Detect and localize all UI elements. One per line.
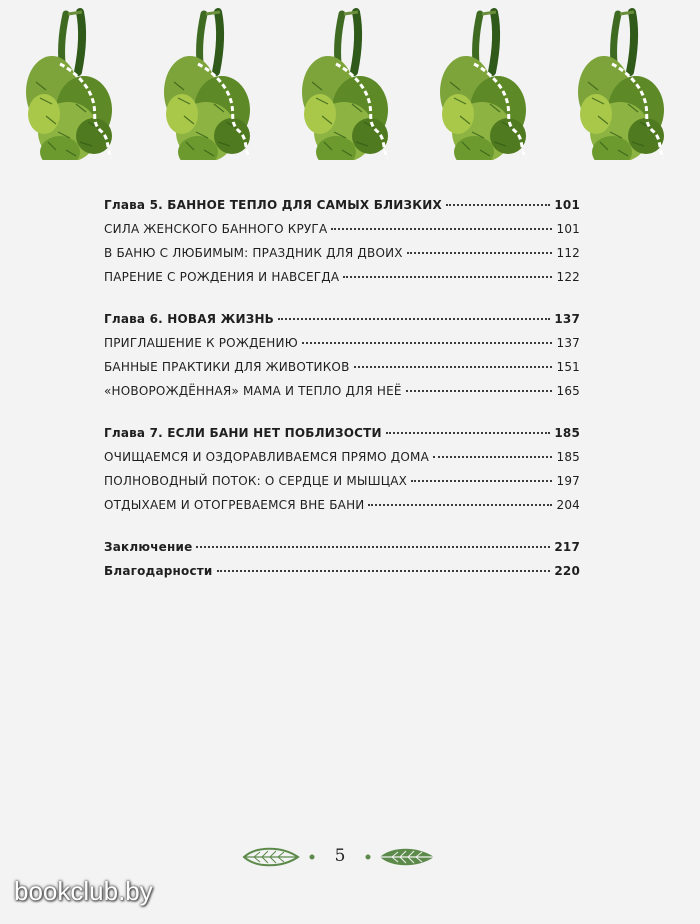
leader-dots <box>331 228 552 230</box>
toc-entry[interactable] <box>104 193 580 217</box>
toc-section-chapter-5 <box>104 193 580 289</box>
toc-section-chapter-7 <box>104 421 580 517</box>
toc-entry-title: ПАРЕНИЕ С РОЖДЕНИЯ И НАВСЕГДА <box>104 270 340 284</box>
toc-entry-page: 112 <box>556 246 580 260</box>
toc-section-chapter-6 <box>104 307 580 403</box>
page-number: 5 <box>334 846 346 866</box>
toc-entry-title: Благодарности <box>104 564 213 578</box>
toc-entry-page: 217 <box>554 540 580 554</box>
toc-entry-title: ПОЛНОВОДНЫЙ ПОТОК: О СЕРДЦЕ И МЫШЦАХ <box>104 474 408 488</box>
toc-section-backmatter <box>104 535 580 583</box>
leader-dots <box>386 432 551 434</box>
leader-dots <box>411 480 552 482</box>
toc-entry-title: Глава 5. БАННОЕ ТЕПЛО ДЛЯ САМЫХ БЛИЗКИХ <box>104 198 442 212</box>
toc-entry-page: 151 <box>556 360 580 374</box>
toc-entry[interactable] <box>104 355 580 379</box>
birch-broom-icon <box>302 12 388 160</box>
toc-entry[interactable] <box>104 445 580 469</box>
toc-entry[interactable] <box>104 469 580 493</box>
toc-entry-page: 137 <box>554 312 580 326</box>
table-of-contents <box>104 193 580 601</box>
toc-entry[interactable] <box>104 217 580 241</box>
leader-dots <box>446 204 550 206</box>
toc-entry-title: ПРИГЛАШЕНИЕ К РОЖДЕНИЮ <box>104 336 298 350</box>
leader-dots <box>368 504 552 506</box>
toc-entry-page: 220 <box>554 564 580 578</box>
toc-entry-title: Заключение <box>104 540 193 554</box>
leader-dots <box>407 252 553 254</box>
leader-dots <box>278 318 550 320</box>
toc-entry-page: 185 <box>556 450 580 464</box>
toc-entry-title: ОТДЫХАЕМ И ОТОГРЕВАЕМСЯ ВНЕ БАНИ <box>104 498 365 512</box>
toc-entry[interactable] <box>104 379 580 403</box>
toc-entry-page: 204 <box>556 498 580 512</box>
toc-entry[interactable] <box>104 331 580 355</box>
leader-dots <box>196 546 550 548</box>
toc-entry-title: БАННЫЕ ПРАКТИКИ ДЛЯ ЖИВОТИКОВ <box>104 360 350 374</box>
toc-entry-page: 101 <box>556 222 580 236</box>
toc-entry-page: 165 <box>556 384 580 398</box>
broom-illustration-row <box>0 0 700 160</box>
toc-entry-page: 185 <box>554 426 580 440</box>
toc-entry[interactable] <box>104 421 580 445</box>
leader-dots <box>343 276 552 278</box>
leader-dots <box>433 456 553 458</box>
toc-entry[interactable] <box>104 559 580 583</box>
leaf-ornament-icon <box>366 849 435 866</box>
toc-entry[interactable] <box>104 493 580 517</box>
toc-entry[interactable] <box>104 535 580 559</box>
toc-entry[interactable] <box>104 307 580 331</box>
leader-dots <box>302 342 553 344</box>
toc-entry-title: Глава 6. НОВАЯ ЖИЗНЬ <box>104 312 275 326</box>
toc-entry-title: Глава 7. ЕСЛИ БАНИ НЕТ ПОБЛИЗОСТИ <box>104 426 382 440</box>
toc-entry[interactable] <box>104 265 580 289</box>
leader-dots <box>217 570 551 572</box>
footer-ornament <box>0 838 700 878</box>
toc-entry-title: «НОВОРОЖДЁННАЯ» МАМА И ТЕПЛО ДЛЯ НЕЁ <box>104 384 402 398</box>
leader-dots <box>406 390 553 392</box>
toc-entry-title: СИЛА ЖЕНСКОГО БАННОГО КРУГА <box>104 222 328 236</box>
toc-entry-page: 137 <box>556 336 580 350</box>
toc-entry-title: ОЧИЩАЕМСЯ И ОЗДОРАВЛИВАЕМСЯ ПРЯМО ДОМА <box>104 450 429 464</box>
leader-dots <box>354 366 553 368</box>
birch-broom-icon <box>164 12 250 160</box>
toc-entry-page: 197 <box>556 474 580 488</box>
toc-entry-title: В БАНЮ С ЛЮБИМЫМ: ПРАЗДНИК ДЛЯ ДВОИХ <box>104 246 403 260</box>
toc-entry-page: 101 <box>554 198 580 212</box>
watermark: bookclub.by <box>14 876 153 906</box>
toc-entry-page: 122 <box>556 270 580 284</box>
birch-broom-icon <box>578 12 664 160</box>
birch-broom-icon <box>26 12 112 160</box>
birch-broom-icon <box>440 12 526 160</box>
leaf-ornament-icon <box>244 849 315 866</box>
toc-entry[interactable] <box>104 241 580 265</box>
